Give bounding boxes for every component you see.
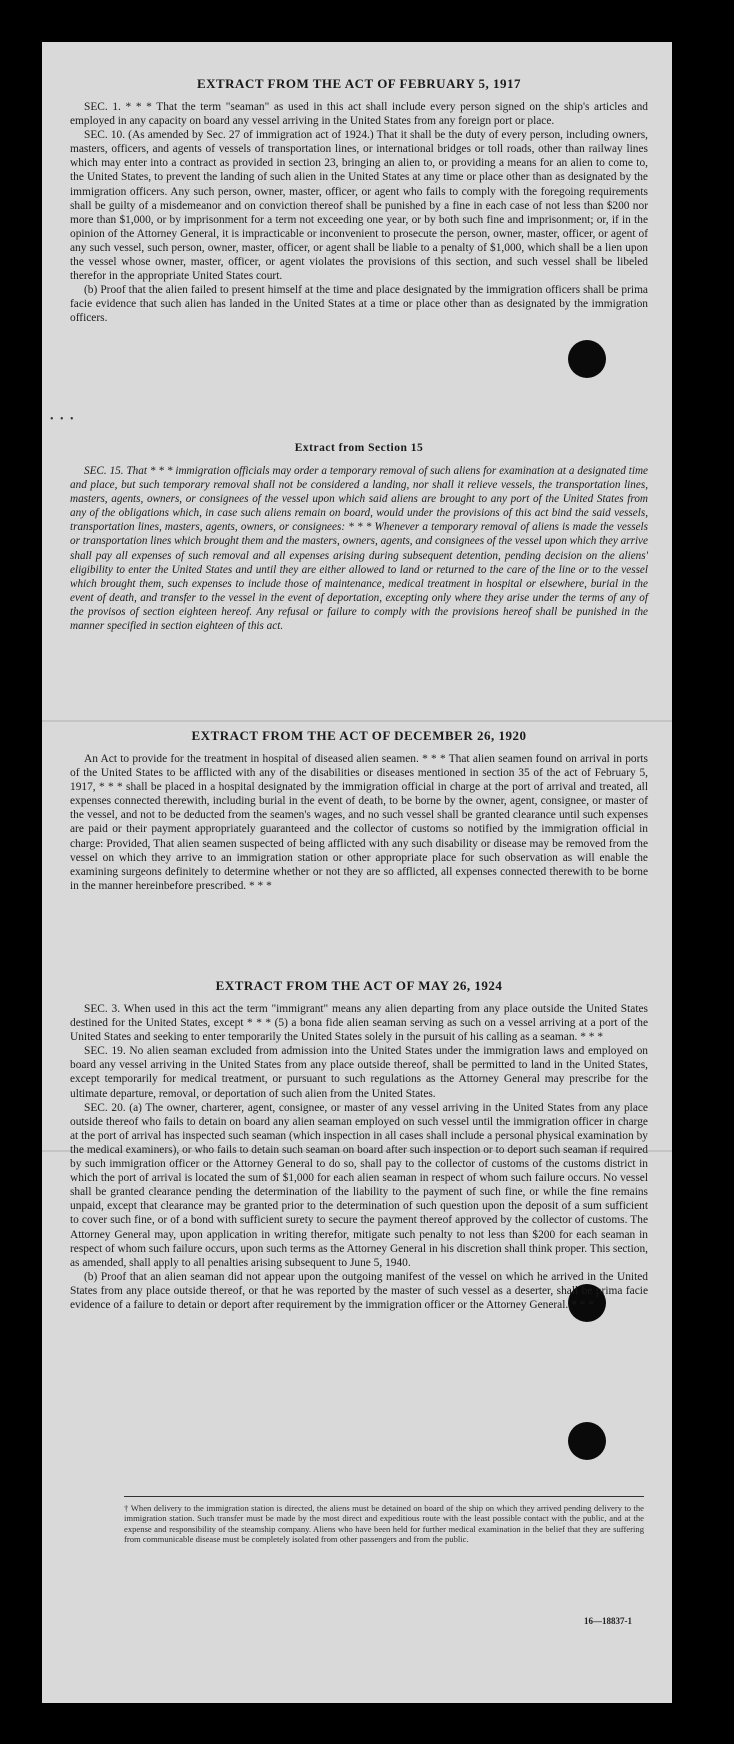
heading-1917: EXTRACT FROM THE ACT OF FEBRUARY 5, 1917 <box>196 76 522 91</box>
section-1924 <box>70 978 648 1312</box>
heading-section-15: Extract from Section 15 <box>294 442 424 454</box>
punch-hole <box>568 1422 606 1460</box>
paragraph: SEC. 3. When used in this act the term "immigrant" means any alien departing from any place outside the United States destined for the United States, except * * * (5) a bona fide alien seaman serving as such on a vessel arriving at a port of the United States and seeking to enter temporarily the United States solely in the pursuit of his calling as a seaman. * * * <box>70 1003 648 1044</box>
paragraph: An Act to provide for the treatment in hospital of diseased alien seamen. * * * That alien seamen found on arrival in ports of the United States to be afflicted with any of the disabilities or diseases mentioned in section 35 of the act of February 5, 1917, * * * shall be placed in a hospital designated by the immigration official in charge at the port of arrival and treated, all expenses connected therewith, including burial in the event of death, to be borne by the owner, agent, consignee, or master of the vessel, and not to be deducted from the seamen's wages, and no such vessel shall be granted clearance until such expenses are paid or their payment appropriately guaranteed and the collector of customs so notified by the immigration official in charge: Provided, That alien seamen suspected of being afflicted with any such disability or disease may be removed from the vessel on which they arrive to an immigration station or other appropriate place for such observation as will enable the examining surgeons definitely to determine whether or not they are so afflicted, all expenses connected therewith to be borne in the manner hereinbefore prescribed. * * * <box>70 753 648 892</box>
section-15 <box>70 442 648 633</box>
section-1920 <box>70 728 648 893</box>
paragraph: (b) Proof that the alien failed to present himself at the time and place designated by the immigration officers shall be prima facie evidence that such alien has landed in the United States at a time or place other than as designated by the immigration officers. <box>70 284 648 325</box>
paragraph: SEC. 10. (As amended by Sec. 27 of immigration act of 1924.) That it shall be the duty of every person, including owners, masters, officers, and agents of vessels of transportation lines, or international bridges or toll roads, other than railway lines which may enter into a contract as provided in section 23, bringing an alien to, or providing a means for an alien to come to, the United States, to prevent the landing of such alien in the United States at any time or place other than as designated by the immigration officers. Any such person, owner, master, officer, or agent who fails to comply with the foregoing requirements shall be guilty of a misdemeanor and on conviction thereof shall be punished by a fine in each case of not less than $200 nor more than $1,000, or by imprisonment for a term not exceeding one year, or by both such fine and imprisonment; or, if in the opinion of the Attorney General, it is impracticable or inconvenient to prosecute the person, owner, master, officer, or agent of any such vessel, such person, owner, master, officer, or agent shall be liable to a penalty of $1,000, which shall be a lien upon the vessel whose owner, master, officer, or agent violates the provisions of this section, and such vessel shall be libeled therefor in the appropriate United States court. <box>70 129 648 283</box>
margin-marks: • • • <box>50 414 76 425</box>
paragraph: (b) Proof that an alien seaman did not appear upon the outgoing manifest of the vessel on which he arrived in the United States from any place outside thereof, or that he was reported by the master of such vessel as a deserter, shall be prima facie evidence of a failure to detain or deport after requirement by the immigration officer or the Attorney General. * * * <box>70 1270 648 1311</box>
footnote: † When delivery to the immigration station is directed, the aliens must be detained on board of the ship on which they arrived pending delivery to the immigration station. Such transfer must be made by the most direct and expeditious route with the least possible contact with the public, and at the expense and responsibility of the steamship company. Aliens who have been held for further medical examination in the belief that they are suffering from communicable disease must be completely isolated from other passengers and from the public. <box>124 1496 644 1545</box>
paragraph: SEC. 1. * * * That the term "seaman" as used in this act shall include every person signed on the ship's articles and employed in any capacity on board any vessel arriving in the United States from any foreign port or place. <box>70 101 648 128</box>
paragraph: SEC. 19. No alien seaman excluded from admission into the United States under the immigration laws and employed on board any vessel arriving in the United States from any place outside thereof, shall be permitted to land in the United States, except temporarily for medical treatment, or pursuant to such regulations as the Attorney General may prescribe for the ultimate departure, removal, or deportation of such alien from the United States. <box>70 1045 648 1100</box>
form-code: 16—18837-1 <box>584 1616 632 1626</box>
section-1917 <box>70 76 648 326</box>
document-page <box>42 42 672 1703</box>
paragraph: SEC. 15. That * * * immigration officials may order a temporary removal of such aliens for examination at a designated time and place, but such temporary removal shall not be considered a landing, nor shall it relieve vessels, the transportation lines, masters, agents, owners, or consignees of the vessel upon which said aliens are brought to any port of the United States from any of the obligations which, in case such aliens remain on board, would under the provisions of this act bind the said vessels, transportation lines, masters, agents, owners, or consignees: * * * Whenever a temporary removal of aliens is made the vessels or transportation lines which brought them and the masters, owners, agents, and consignees of the vessel upon which they arrive shall pay all expenses of such removal and all expenses arising during subsequent detention, pending decision on the aliens' eligibility to enter the United States and until they are either allowed to land or returned to the care of the line or to the vessel which brought them, such expenses to include those of maintenance, medical treatment in hospital or elsewhere, burial in the event of death, and transfer to the vessel in the event of deportation, excepting only where they arise under the terms of any of the provisos of section eighteen hereof. Any refusal or failure to comply with the provisions hereof shall be punished in the manner specified in section eighteen of this act. <box>70 465 648 633</box>
heading-1920: EXTRACT FROM THE ACT OF DECEMBER 26, 1920 <box>191 728 527 743</box>
heading-1924: EXTRACT FROM THE ACT OF MAY 26, 1924 <box>215 978 503 993</box>
paragraph: SEC. 20. (a) The owner, charterer, agent, consignee, or master of any vessel arriving in the United States from any place outside thereof who fails to detain on board any alien seaman employed on such vessel until the immigration officer in charge at the port of arrival has inspected such seaman (which inspection in all cases shall include a personal physical examination by the medical examiners), or who fails to detain such seaman on board after such inspection or to deport such seaman if required by such immigration officer or the Attorney General to do so, shall pay to the collector of customs of the customs district in which the port of arrival is located the sum of $1,000 for each alien seaman in respect of whom such failure occurs. No vessel shall be granted clearance pending the determination of the liability to the payment of such fine, or while the fine remains unpaid, except that clearance may be granted prior to the determination of such question upon the deposit of a sum sufficient to cover such fine, or of a bond with sufficient surety to secure the payment thereof approved by the collector of customs. The Attorney General may, upon application in writing therefor, mitigate such penalty to not less than $200 for each seaman in respect of whom such failure occurs, upon such terms as the Attorney General in his discretion shall think proper. This section, as amended, shall apply to all penalties arising subsequent to June 5, 1940. <box>70 1101 648 1269</box>
punch-hole <box>568 340 606 378</box>
fold-line <box>42 720 672 722</box>
